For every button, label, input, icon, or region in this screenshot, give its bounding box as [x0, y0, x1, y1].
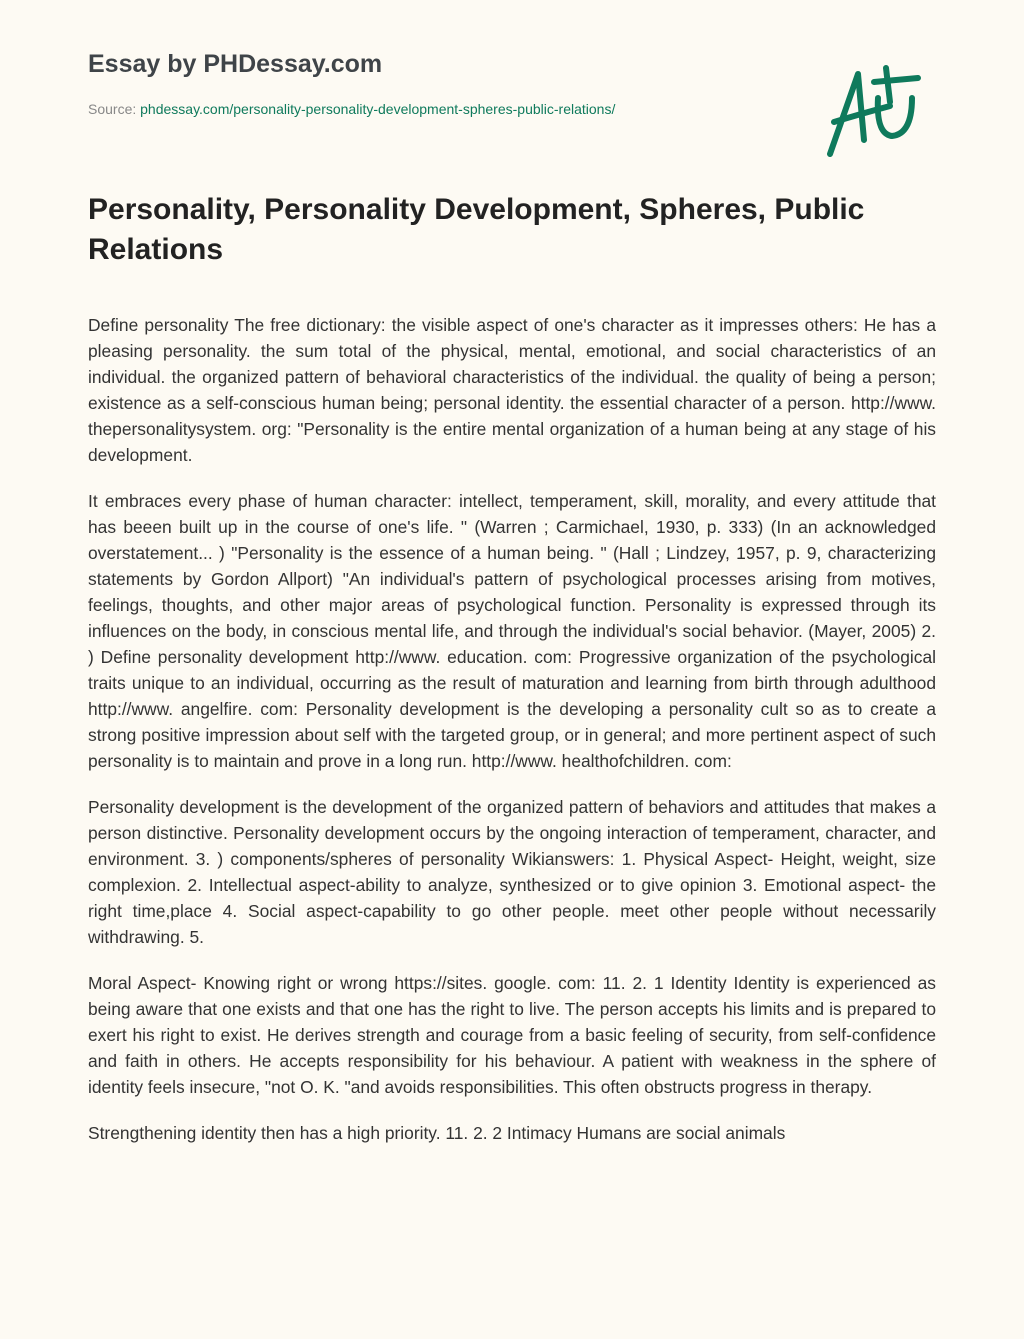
source-label: Source: — [88, 101, 137, 117]
source-line — [88, 101, 615, 117]
source-link[interactable]: phdessay.com/personality-personality-development-spheres-public-relations/ — [140, 101, 616, 117]
paragraph: Strengthening identity then has a high priority. 11. 2. 2 Intimacy Humans are social animals — [88, 1123, 786, 1143]
a-plus-logo-icon — [820, 62, 930, 162]
paragraph: It embraces every phase of human character: intellect, temperament, skill, morality, and every attitude that has beeen built up in the course of one's life. " (Warren ; Carmichael, 1930, p. 333) (In an acknowledged overstatement... ) "Personality is the essence of a human being. " (Hall ; Lindzey, 1957, p. 9, characterizing statements by Gordon Allport) "An individual's pattern of psychological processes arising from motives, feelings, thoughts, and other major areas of psychological function. Personality is expressed through its influences on the body, in conscious mental life, and through the individual's social behavior. (Mayer, 2005) 2. ) Define personality development http://www. education. com: Progressive organization of the psychological traits unique to an individual, occurring as the result of maturation and learning from birth through adulthood http://www. angelfire. com: Personality development is the developing a personality cult so as to create a strong positive impression about self with the targeted group, or in general; and more pertinent aspect of such personality is to maintain and prove in a long run. http://www. healthofchildren. com: — [88, 491, 936, 771]
essay-body — [88, 312, 936, 1295]
site-brand: Essay by PHDessay.com — [88, 50, 383, 78]
paragraph: Moral Aspect- Knowing right or wrong https://sites. google. com: 11. 2. 1 Identity Identity is experienced as being aware that one exists and that one has the right to live. The person accepts his limits and is prepared to exert his right to exist. He derives strength and courage from a basic feeling of security, from self-confidence and faith in others. He accepts responsibility for his behaviour. A patient with weakness in the sphere of identity feels insecure, "not O. K. "and avoids responsibilities. This often obstructs progress in therapy. — [88, 973, 936, 1097]
paragraph: Define personality The free dictionary: the visible aspect of one's character as it impresses others: He has a pleasing personality. the sum total of the physical, mental, emotional, and social characteristics of an individual. the organized pattern of behavioral characteristics of the individual. the quality of being a person; existence as a self-conscious human being; personal identity. the essential character of a person. http://www. thepersonalitysystem. org: "Personality is the entire mental organization of a human being at any stage of his development. — [88, 315, 936, 465]
page-title: Personality, Personality Development, Spheres, Public Relations — [88, 193, 865, 266]
paragraph: Personality development is the development of the organized pattern of behaviors and attitudes that makes a person distinctive. Personality development occurs by the ongoing interaction of temperament, character, and environment. 3. ) components/spheres of personality Wikianswers: 1. Physical Aspect- Height, weight, size complexion. 2. Intellectual aspect-ability to analyze, synthesized or to give opinion 3. Emotional aspect- the right time,place 4. Social aspect-capability to go other people. meet other people without necessarily withdrawing. 5. — [88, 797, 936, 947]
